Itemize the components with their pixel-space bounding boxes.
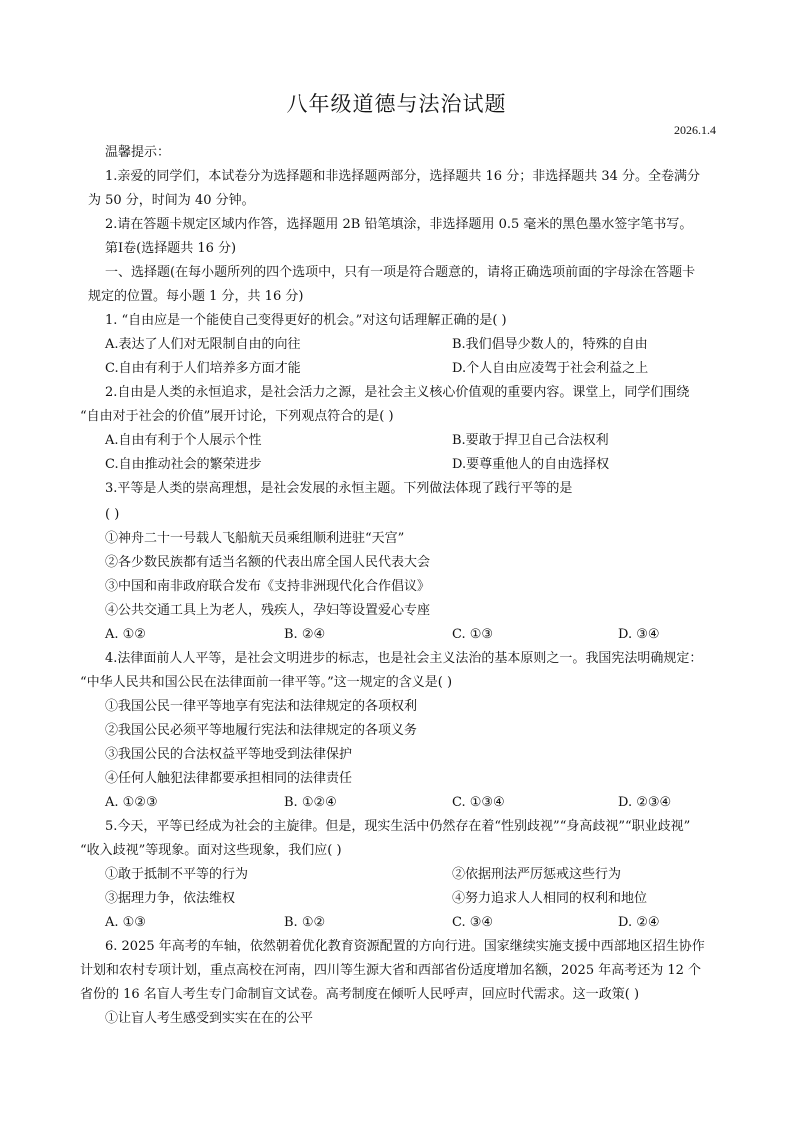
option-a: A.自由有利于个人展示个性 <box>105 433 262 448</box>
question-stem: 5.今天，平等已经成为社会的主旋律。但是，现实生活中仍然存在着“性别歧视”“身高歧视”“职业歧视” <box>105 819 691 834</box>
question-stem: 4.法律面前人人平等，是社会文明进步的标志，也是社会主义法治的基本原则之一。我国宪法明确规定： <box>105 651 703 666</box>
notice-line: 2.请在答题卡规定区域内作答，选择题用 2B 铅笔填涂，非选择题用 0.5 毫米的黑色墨水签字笔书写。 <box>105 217 693 232</box>
statement-4: ④公共交通工具上为老人，残疾人，孕妇等设置爱心专座 <box>105 603 431 618</box>
question-stem: 3.平等是人类的崇高理想，是社会发展的永恒主题。下列做法体现了践行平等的是 <box>105 481 573 496</box>
statement-1: ①神舟二十一号载人飞船航天员乘组顺利进驻“天宫” <box>105 531 405 546</box>
option-d: D. ②④ <box>618 915 660 930</box>
option-a: A. ①② <box>105 627 146 642</box>
statement-2: ②依据刑法严厉惩戒这些行为 <box>452 867 622 882</box>
option-b: B. ②④ <box>284 627 326 642</box>
section-heading: 第Ⅰ卷(选择题共 16 分) <box>105 241 237 256</box>
notice-line: 为 50 分，时间为 40 分钟。 <box>88 193 255 208</box>
statement-2: ②我国公民必须平等地履行宪法和法律规定的各项义务 <box>105 723 418 738</box>
option-c: C.自由有利于人们培养多方面才能 <box>105 361 301 376</box>
question-stem: 省份的 16 名盲人考生专门命制盲文试卷。高考制度在倾听人民呼声，回应时代需求。这一政策( ) <box>80 987 640 1002</box>
question-stem: “中华人民共和国公民在法律面前一律平等。”这一规定的含义是( ) <box>80 675 453 690</box>
option-b: B.要敢于捍卫自己合法权利 <box>452 433 609 448</box>
notice-line: 1.亲爱的同学们，本试卷分为选择题和非选择题两部分，选择题共 16 分；非选择题共 34 分。全卷满分 <box>105 169 701 184</box>
option-c: C. ①③④ <box>452 795 505 810</box>
statement-1: ①敢于抵制不平等的行为 <box>105 867 249 882</box>
option-b: B. ①②④ <box>284 795 337 810</box>
option-d: D. ②③④ <box>618 795 672 810</box>
option-a: A.表达了人们对无限制自由的向往 <box>105 337 301 352</box>
statement-4: ④努力追求人人相同的权利和地位 <box>452 891 648 906</box>
option-c: C. ③④ <box>452 915 494 930</box>
option-d: D.个人自由应凌驾于社会利益之上 <box>452 361 649 376</box>
option-c: C.自由推动社会的繁荣进步 <box>105 457 262 472</box>
question-stem: “自由对于社会的价值”展开讨论，下列观点符合的是( ) <box>80 409 394 424</box>
statement-1: ①让盲人考生感受到实实在在的公平 <box>105 1011 314 1026</box>
statement-3: ③据理力争，依法维权 <box>105 891 236 906</box>
exam-date: 2026.1.4 <box>674 123 716 137</box>
question-stem: 计划和农村专项计划，重点高校在河南，四川等生源大省和西部省份适度增加名额，2025 年高考还为 12 个 <box>80 963 702 978</box>
page-title: 八年级道德与法治试题 <box>286 92 507 116</box>
option-b: B.我们倡导少数人的，特殊的自由 <box>452 337 648 352</box>
option-d: D.要尊重他人的自由选择权 <box>452 457 610 472</box>
statement-4: ④任何人触犯法律都要承担相同的法律责任 <box>105 771 353 786</box>
statement-2: ②各少数民族都有适当名额的代表出席全国人民代表大会 <box>105 555 431 570</box>
question-stem: ( ) <box>105 507 120 522</box>
question-stem: 6. 2025 年高考的车轴，依然朝着优化教育资源配置的方向行进。国家继续实施支援中西部地区招生协作 <box>105 939 705 954</box>
question-stem: 2.自由是人类的永恒追求，是社会活力之源，是社会主义核心价值观的重要内容。课堂上，同学们围绕 <box>105 385 690 400</box>
option-a: A. ①③ <box>105 915 146 930</box>
option-b: B. ①② <box>284 915 326 930</box>
notice-heading: 温馨提示： <box>105 145 171 160</box>
question-stem: 1. “自由应是一个能使自己变得更好的机会。”对这句话理解正确的是( ) <box>105 313 507 328</box>
question-stem: “收入歧视”等现象。面对这些现象，我们应( ) <box>80 843 342 858</box>
option-a: A. ①②③ <box>105 795 158 810</box>
instruction-line: 规定的位置。每小题 1 分，共 16 分) <box>88 289 304 304</box>
statement-1: ①我国公民一律平等地享有宪法和法律规定的各项权利 <box>105 699 418 714</box>
option-d: D. ③④ <box>618 627 660 642</box>
statement-3: ③中国和南非政府联合发布《支持非洲现代化合作倡议》 <box>105 579 431 594</box>
option-c: C. ①③ <box>452 627 494 642</box>
statement-3: ③我国公民的合法权益平等地受到法律保护 <box>105 747 353 762</box>
instruction-line: 一、选择题(在每小题所列的四个选项中，只有一项是符合题意的，请将正确选项前面的字母涂在答题卡 <box>105 265 696 280</box>
